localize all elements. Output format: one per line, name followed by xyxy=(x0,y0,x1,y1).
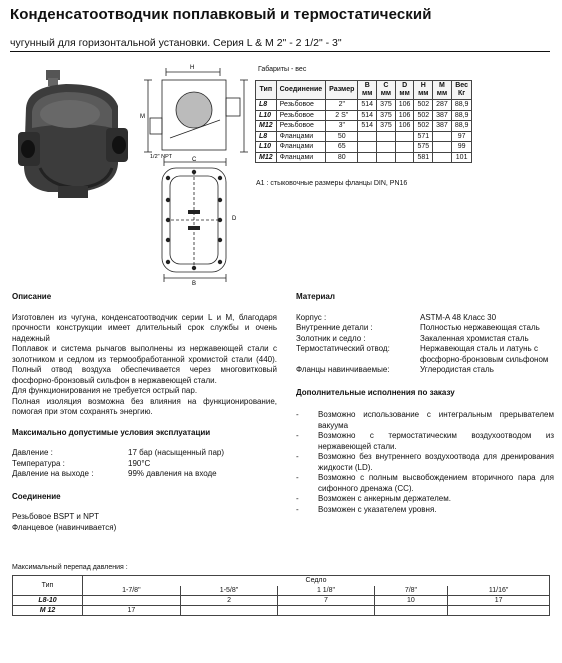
pressure-value: 2 xyxy=(180,596,278,606)
npt-label: 1/2" NPT xyxy=(150,154,173,160)
spec-cell xyxy=(377,152,396,163)
spec-row xyxy=(256,142,472,153)
pressure-caption: Максимальный перепад давления : xyxy=(12,564,128,571)
page-subtitle: чугунный для горизонтальной установки. Серия L & M 2" - 2 1/2" - 3" xyxy=(10,37,342,49)
spec-header-cell xyxy=(358,81,377,100)
spec-header-cell xyxy=(451,81,472,100)
option-item xyxy=(296,431,554,452)
spec-cell: 287 xyxy=(433,100,452,111)
material-value: Углеродистая сталь xyxy=(420,365,494,374)
spec-header-main: D xyxy=(402,82,408,89)
option-dash: - xyxy=(296,410,299,419)
pressure-value: 17 xyxy=(448,596,550,606)
spec-header-cell xyxy=(414,81,433,100)
condition-row xyxy=(12,459,277,470)
option-text: Возможен с указателем уровня. xyxy=(318,504,437,514)
spec-cell: 99 xyxy=(451,142,472,153)
pressure-row xyxy=(13,606,550,616)
pressure-table xyxy=(12,575,550,616)
pressure-seat-size: 7/8" xyxy=(374,586,448,596)
dim-m-label: M xyxy=(140,114,145,120)
option-item xyxy=(296,494,554,505)
connection-line-1: Резьбовое BSPT и NPT xyxy=(12,512,100,521)
spec-cell: 2 S" xyxy=(326,110,358,121)
pressure-value: 10 xyxy=(374,596,448,606)
option-item xyxy=(296,452,554,473)
option-text: Возможно использование с интегральным прерывателем вакуума xyxy=(318,410,554,430)
spec-cell: L8 xyxy=(256,100,277,111)
option-item xyxy=(296,410,554,431)
option-dash: - xyxy=(296,452,299,461)
page-title: Конденсатоотводчик поплавковый и термостатический xyxy=(10,6,432,23)
spec-header-main: Размер xyxy=(329,86,355,93)
material-row xyxy=(296,344,554,365)
pressure-value xyxy=(448,606,550,616)
material-row xyxy=(296,323,554,334)
spec-cell xyxy=(377,142,396,153)
options-list xyxy=(296,410,554,515)
conditions-list xyxy=(12,448,277,480)
spec-cell: 502 xyxy=(414,121,433,132)
spec-cell: L8 xyxy=(256,131,277,142)
spec-cell xyxy=(433,131,452,142)
spec-cell: 65 xyxy=(326,142,358,153)
material-heading: Материал xyxy=(296,292,335,301)
pressure-value xyxy=(83,596,181,606)
spec-header-cell xyxy=(433,81,452,100)
spec-header-main: C xyxy=(383,82,389,89)
spec-cell: 3" xyxy=(326,121,358,132)
spec-header-cell xyxy=(395,81,414,100)
material-label: Золотник и седло : xyxy=(296,333,366,343)
spec-row xyxy=(256,110,472,121)
condition-label: Давление на выходе : xyxy=(12,469,94,478)
spec-cell: M12 xyxy=(256,121,277,132)
condition-label: Давление : xyxy=(12,448,53,457)
spec-cell xyxy=(358,152,377,163)
dim-c-label: C xyxy=(192,157,197,163)
spec-header-main: B xyxy=(364,82,370,89)
spec-cell xyxy=(395,152,414,163)
title-rule xyxy=(10,51,550,52)
spec-header-cell xyxy=(377,81,396,100)
pressure-seat-size: 1-5/8" xyxy=(180,586,278,596)
spec-cell: 387 xyxy=(433,121,452,132)
pressure-type-header: Тип xyxy=(13,576,83,596)
spec-cell: Резьбовое xyxy=(276,110,326,121)
dim-d-label: D xyxy=(232,216,237,222)
spec-cell: 106 xyxy=(395,100,414,111)
spec-header-unit: мм xyxy=(380,90,392,97)
spec-cell: 575 xyxy=(414,142,433,153)
pressure-seat-header: Седло xyxy=(83,576,550,586)
option-item xyxy=(296,505,554,516)
pressure-value xyxy=(180,606,278,616)
spec-cell: Фланцами xyxy=(276,131,326,142)
spec-header-cell xyxy=(326,81,358,100)
connection-line-2: Фланцевое (навинчивается) xyxy=(12,522,117,532)
material-label: Термостатический отвод: xyxy=(296,344,390,353)
option-dash: - xyxy=(296,473,299,482)
spec-cell xyxy=(433,152,452,163)
material-row xyxy=(296,334,554,345)
spec-header-unit: мм xyxy=(436,90,448,97)
pressure-header-row xyxy=(13,576,550,586)
spec-cell: 80 xyxy=(326,152,358,163)
dim-h-label: H xyxy=(190,65,195,71)
spec-row xyxy=(256,100,472,111)
conditions-heading: Максимально допустимые условия эксплуатации xyxy=(12,427,211,437)
spec-cell: Фланцами xyxy=(276,142,326,153)
condition-value: 99% давления на входе xyxy=(128,469,217,478)
material-value: Полностью нержавеющая сталь xyxy=(420,323,540,332)
option-text: Возможно с полным высвобождением вторичного пара для сифонного дренажа (CC). xyxy=(318,473,554,493)
spec-row xyxy=(256,121,472,132)
spec-header-unit: мм xyxy=(362,90,373,97)
option-dash: - xyxy=(296,431,299,440)
material-row xyxy=(296,365,554,376)
pressure-value: 17 xyxy=(83,606,181,616)
product-photo xyxy=(18,68,130,202)
condition-label: Температура : xyxy=(12,458,65,468)
spec-cell: 106 xyxy=(395,121,414,132)
spec-cell: 375 xyxy=(377,110,396,121)
spec-header-unit: мм xyxy=(418,90,429,97)
spec-cell: 97 xyxy=(451,131,472,142)
spec-cell xyxy=(358,131,377,142)
spec-cell: 581 xyxy=(414,152,433,163)
option-text: Возможно с термостатическим воздухоотводом из нержавеющей стали. xyxy=(318,431,554,451)
spec-cell: 514 xyxy=(358,100,377,111)
pressure-value xyxy=(278,606,374,616)
spec-cell: 387 xyxy=(433,110,452,121)
spec-cell: L10 xyxy=(256,110,277,121)
condition-value: 190°C xyxy=(128,458,151,468)
spec-cell: 514 xyxy=(358,121,377,132)
material-label: Корпус : xyxy=(296,312,327,322)
spec-cell: M12 xyxy=(256,152,277,163)
spec-header-unit: мм xyxy=(399,90,410,97)
spec-row xyxy=(256,131,472,142)
spec-cell: 375 xyxy=(377,121,396,132)
pressure-row xyxy=(13,596,550,606)
pressure-seat-size: 11/16" xyxy=(448,586,550,596)
left-column xyxy=(12,292,277,533)
spec-cell: L10 xyxy=(256,142,277,153)
dimensions-table xyxy=(255,80,472,163)
spec-header-main: H xyxy=(420,82,426,89)
spec-cell: 101 xyxy=(451,152,472,163)
spec-header-row xyxy=(256,81,472,100)
pressure-seat-size: 1 1/8" xyxy=(278,586,374,596)
pressure-seat-row xyxy=(13,586,550,596)
spec-cell: 375 xyxy=(377,100,396,111)
condition-row xyxy=(12,469,277,480)
spec-caption: Габариты - вес xyxy=(258,66,307,73)
spec-cell: 88,9 xyxy=(451,100,472,111)
spec-cell: Резьбовое xyxy=(276,100,326,111)
spec-cell: 502 xyxy=(414,110,433,121)
spec-header-cell xyxy=(256,81,277,100)
pressure-value xyxy=(374,606,448,616)
spec-cell: 88,9 xyxy=(451,121,472,132)
material-label: Фланцы навинчиваемые: xyxy=(296,365,390,374)
pressure-value: 7 xyxy=(278,596,374,606)
spec-cell: 106 xyxy=(395,110,414,121)
spec-cell: 514 xyxy=(358,110,377,121)
option-text: Возможен с анкерным держателем. xyxy=(318,494,451,503)
spec-header-cell xyxy=(276,81,326,100)
spec-cell: Фланцами xyxy=(276,152,326,163)
spec-note: A1 : стыковочные размеры фланцы DIN, PN16 xyxy=(256,180,408,187)
right-column xyxy=(296,292,554,515)
spec-cell: 502 xyxy=(414,100,433,111)
option-dash: - xyxy=(296,494,299,503)
materials-list xyxy=(296,313,554,376)
spec-cell: Резьбовое xyxy=(276,121,326,132)
spec-cell xyxy=(377,131,396,142)
condition-row xyxy=(12,448,277,459)
spec-cell: 88,9 xyxy=(451,110,472,121)
condition-value: 17 бар (насыщенный пар) xyxy=(128,448,225,457)
pressure-type: M 12 xyxy=(13,606,83,616)
spec-cell xyxy=(395,131,414,142)
spec-cell xyxy=(433,142,452,153)
spec-header-main: M xyxy=(439,82,445,89)
material-value: Нержавеющая сталь и латунь с фосфорно-бронзовым сильфоном xyxy=(420,344,549,364)
material-label: Внутренние детали : xyxy=(296,323,373,332)
description-paragraph-1: Изготовлен из чугуна, конденсатоотводчик серии L и M, благодаря прочности конструкции имеет длительный срок службы и очень надежный xyxy=(12,312,277,343)
options-heading: Дополнительные исполнения по заказу xyxy=(296,387,455,397)
description-paragraph-4: Полная изоляция возможна без влияния на функционирование, помогая при этом сохранять энергию. xyxy=(12,396,277,416)
dimension-drawing xyxy=(140,60,250,285)
material-value: Закаленная хромистая сталь xyxy=(420,333,529,343)
connection-heading: Соединение xyxy=(12,491,61,501)
material-value: ASTM-A 48 Класс 30 xyxy=(420,312,497,322)
description-paragraph-3: Для функционирования не требуется острый пар. xyxy=(12,386,198,395)
material-row xyxy=(296,313,554,324)
spec-cell xyxy=(358,142,377,153)
spec-header-unit: Кг xyxy=(458,90,466,97)
description-heading: Описание xyxy=(12,292,52,301)
pressure-type: L8-10 xyxy=(13,596,83,606)
spec-header-main: Тип xyxy=(259,86,273,93)
pressure-seat-size: 1-7/8" xyxy=(83,586,181,596)
dim-b-label: B xyxy=(192,281,197,285)
option-item xyxy=(296,473,554,494)
spec-cell: 571 xyxy=(414,131,433,142)
option-dash: - xyxy=(296,504,299,514)
spec-cell xyxy=(395,142,414,153)
spec-header-main: Соединение xyxy=(279,86,323,93)
spec-row xyxy=(256,152,472,163)
description-paragraph-2: Поплавок и система рычагов выполнены из нержавеющей стали с золотником и седлом из термообработанной хромистой стали (440). Полный отвод воздуха обеспечивается через многовитковый фосфорно-бронзовый сильфон в нержавеющей стали. xyxy=(12,344,277,385)
spec-cell: 2" xyxy=(326,100,358,111)
spec-cell: 50 xyxy=(326,131,358,142)
spec-header-main: Вес xyxy=(455,82,468,89)
option-text: Возможно без внутреннего воздухоотвода для дренирования жидкости (LD). xyxy=(318,452,554,472)
